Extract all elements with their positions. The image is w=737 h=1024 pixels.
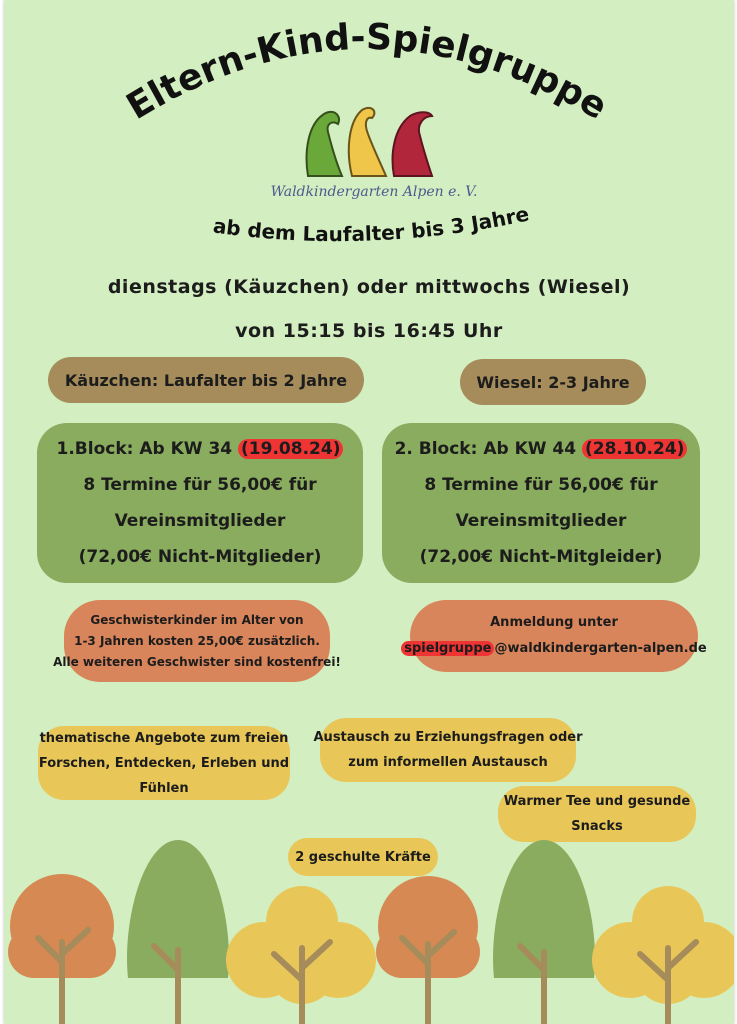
block-1-heading: 1.Block: Ab KW 34 (19.08.24)	[57, 431, 344, 467]
registration-label: Anmeldung unter	[490, 615, 618, 630]
feature-themes-line-3: Fühlen	[139, 780, 189, 796]
organization-name: Waldkindergarten Alpen e. V.	[270, 184, 478, 200]
tree-orange-1	[8, 874, 116, 1024]
feature-tea-line-2: Snacks	[571, 819, 623, 834]
siblings-info	[53, 600, 341, 682]
group-label-kaeuzchen-text: Käuzchen: Laufalter bis 2 Jahre	[64, 370, 348, 390]
siblings-line-3: Alle weiteren Geschwister sind kostenfrei!	[53, 654, 341, 669]
block-2-date: (28.10.24)	[582, 439, 687, 459]
registration-email[interactable]	[401, 636, 706, 662]
registration-email-domain[interactable]: @waldkindergarten-alpen.de	[494, 641, 707, 656]
block-1-price: 8 Termine für 56,00€ für	[83, 475, 317, 495]
block-1-date: (19.08.24)	[238, 439, 343, 459]
group-label-wiesel-text: Wiesel: 2-3 Jahre	[476, 372, 630, 392]
poster-title: Eltern-Kind-Spielgruppe	[119, 16, 615, 128]
group-label-kaeuzchen	[48, 357, 364, 403]
siblings-line-2: 1-3 Jahren kosten 25,00€ zusätzlich.	[74, 633, 320, 648]
feature-themes	[38, 726, 290, 800]
registration-email-user[interactable]: spielgruppe	[401, 641, 494, 656]
time-text: von 15:15 bis 16:45 Uhr	[235, 320, 503, 342]
tree-yellow-2	[592, 886, 734, 1024]
tree-yellow-1	[226, 886, 376, 1024]
age-range-text: ab dem Laufalter bis 3 Jahre	[211, 201, 532, 247]
block-2-members: Vereinsmitglieder	[455, 511, 627, 531]
days-text: dienstags (Käuzchen) oder mittwochs (Wiesel)	[107, 276, 631, 298]
poster	[4, 0, 734, 1024]
feature-themes-line-2: Forschen, Entdecken, Erleben und	[38, 755, 290, 771]
gnome-hats-logo	[302, 102, 442, 182]
registration-info	[404, 600, 707, 672]
feature-exchange-line-2: zum informellen Austausch	[348, 755, 548, 770]
tree-green-1	[127, 840, 229, 1024]
block-2-heading: 2. Block: Ab KW 44 (28.10.24)	[395, 431, 688, 467]
feature-themes-line-1: thematische Angebote zum freien	[39, 730, 289, 746]
block-card-2	[382, 423, 700, 583]
tree-orange-2	[376, 876, 480, 1024]
group-label-wiesel	[460, 359, 646, 405]
feature-exchange	[313, 718, 583, 782]
trees-illustration	[4, 830, 734, 1024]
block-card-1	[37, 423, 363, 583]
feature-tea-line-1: Warmer Tee und gesunde	[503, 794, 691, 809]
block-2-price: 8 Termine für 56,00€ für	[424, 475, 658, 495]
block-1-nonmembers: (72,00€ Nicht-Mitglieder)	[78, 547, 322, 567]
tree-green-2	[493, 840, 595, 1024]
feature-exchange-line-1: Austausch zu Erziehungsfragen oder	[313, 730, 583, 745]
age-arc	[4, 190, 734, 260]
feature-staff-text: 2 geschulte Kräfte	[295, 849, 431, 865]
block-1-members: Vereinsmitglieder	[114, 511, 286, 531]
siblings-line-1: Geschwisterkinder im Alter von	[90, 612, 304, 627]
block-2-nonmembers: (72,00€ Nicht-Mitgleider)	[419, 547, 663, 567]
